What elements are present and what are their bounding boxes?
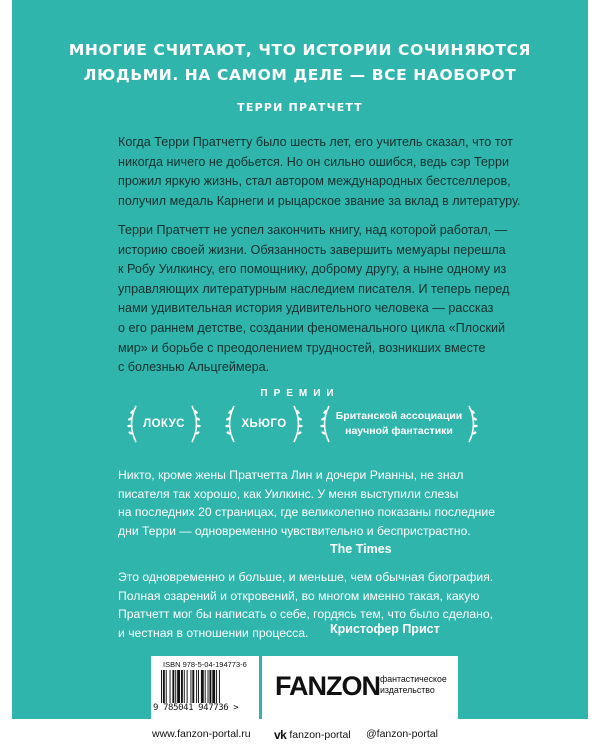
headline xyxy=(12,38,588,88)
paragraph-line: Терри Пратчетт не успел закончить книгу, над которой работал, — xyxy=(118,223,508,237)
barcode-bar xyxy=(163,670,165,703)
website-link[interactable]: www.fanzon-portal.ru xyxy=(152,728,251,740)
award-label xyxy=(139,417,189,432)
paragraph-line: никогда ничего не добьется. Но он сильно ошибся, ведь сэр Терри xyxy=(118,154,509,169)
barcode-bar xyxy=(177,670,180,703)
publisher-logo-box xyxy=(262,656,458,719)
quote-line: на последних 20 страницах, где великолепно показаны последние xyxy=(118,505,496,520)
awards-title: ПРЕМИИ xyxy=(260,388,340,399)
award-hugo xyxy=(216,404,312,444)
cover-panel xyxy=(12,0,588,750)
barcode-bar xyxy=(201,670,204,703)
award-name: ЛОКУС xyxy=(143,417,185,430)
quote-line: Это одновременно и больше, и меньше, чем обычная биография. xyxy=(118,570,494,584)
publisher-tagline xyxy=(380,674,447,696)
paragraph-line: Когда Терри Пратчетту было шесть лет, его учитель сказал, что тот xyxy=(118,135,513,149)
paragraph-line: управляющих литературным наследием писателя. И теперь перед xyxy=(118,281,510,296)
barcode-bar xyxy=(208,670,209,703)
award-name-line-1: Британской ассоциации xyxy=(335,410,463,422)
headline-line-2: ЛЮДЬМИ. НА САМОМ ДЕЛЕ — ВСЕ НАОБОРОТ xyxy=(83,66,517,84)
paragraph-line: мир» и борьбе с преодолением трудностей, возникших вместе xyxy=(118,340,486,355)
author-name: ТЕРРИ ПРАТЧЕТТ xyxy=(237,101,363,114)
barcode-bar xyxy=(187,670,188,703)
barcode-bar xyxy=(175,670,176,703)
publisher-tagline-line-2: издательство xyxy=(380,685,435,695)
laurel-left-icon xyxy=(125,404,139,444)
paragraph-line: получил медаль Карнеги и рыцарское звание за вклад в литературу. xyxy=(118,193,521,208)
footer-vk[interactable] xyxy=(274,728,351,742)
award-name-line-2: научной фантастики xyxy=(345,425,453,437)
barcode-bar xyxy=(209,670,211,703)
barcode-bar xyxy=(190,670,191,703)
quote-line: Пратчетт мог бы написать о себе, гордясь тем, что было сделано, xyxy=(118,607,493,622)
award-label xyxy=(332,409,467,439)
quote-line: Никто, кроме жены Пратчетта Лин и дочери Рианны, не знал xyxy=(118,468,464,482)
barcode-bar xyxy=(219,670,220,703)
fanzon-logo: FANZON xyxy=(275,671,380,701)
footer-website[interactable] xyxy=(152,728,251,740)
headline-line-1: МНОГИЕ СЧИТАЮТ, ЧТО ИСТОРИИ СОЧИНЯЮТСЯ xyxy=(68,41,532,59)
award-name: ХЬЮГО xyxy=(241,417,287,430)
barcode-bar xyxy=(192,670,194,703)
laurel-right-icon xyxy=(291,404,305,444)
paragraph-line: с болезнью Альцгеймера. xyxy=(118,360,270,375)
publisher-tagline-line-1: фантастическое xyxy=(380,674,447,684)
barcode-bar xyxy=(212,670,215,703)
description-paragraph-1 xyxy=(118,133,521,211)
description-paragraph-2 xyxy=(118,221,518,378)
paragraph-line: прожил яркую жизнь, стал автором международных бестселлеров, xyxy=(118,174,511,189)
laurel-right-icon xyxy=(466,404,480,444)
laurel-left-icon xyxy=(223,404,237,444)
barcode-bar xyxy=(170,670,171,703)
barcode-bar xyxy=(184,670,185,703)
quote-source: Кристофер Прист xyxy=(330,622,440,636)
quote-source: The Times xyxy=(330,542,392,556)
paragraph-line: историю своей жизни. Обязанность завершить мемуары перешла xyxy=(118,242,506,257)
handle-link[interactable]: @fanzon-portal xyxy=(366,728,438,740)
barcode-bars xyxy=(161,670,251,703)
barcode-bar xyxy=(205,670,206,703)
paragraph-line: к Робу Уилкинсу, его помощнику, доброму другу, а ныне одному из xyxy=(118,262,507,277)
award-locus xyxy=(116,404,212,444)
vk-icon: vk xyxy=(274,728,287,742)
barcode-bar xyxy=(161,670,162,703)
barcode-bar xyxy=(172,670,174,703)
footer-handle[interactable] xyxy=(366,728,438,740)
laurel-left-icon xyxy=(318,404,332,444)
quote-line: писателя так хорошо, как Уилкинс. У меня выступили слезы xyxy=(118,486,459,501)
award-bsfa xyxy=(314,404,484,444)
barcode-bar xyxy=(198,670,199,703)
barcode-bar xyxy=(181,670,183,703)
barcode-bar xyxy=(196,670,197,703)
award-label xyxy=(237,417,290,432)
paragraph-line: нами удивительная история удивительного человека — рассказ xyxy=(118,301,494,316)
paragraph-line: о его раннем детстве, создании феноменального цикла «Плоский xyxy=(118,320,506,335)
barcode-digits: 9 785041 947736 > xyxy=(153,703,239,713)
laurel-right-icon xyxy=(189,404,203,444)
quote-line: Полная озарений и откровений, во многом именно такая, какую xyxy=(118,588,480,603)
barcode-bar xyxy=(216,670,217,703)
quote-line: дни Терри — одновременно чувствительно и беспристрастно. xyxy=(118,523,471,538)
footer xyxy=(12,719,588,750)
quote-line: и честная в отношении процесса. xyxy=(118,625,309,640)
review-quote-priest xyxy=(118,568,518,642)
isbn-text: ISBN 978-5-04-194773-6 xyxy=(163,660,247,669)
barcode-bar xyxy=(166,670,167,703)
review-quote-times xyxy=(118,466,518,540)
barcode xyxy=(151,656,259,719)
vk-link[interactable]: fanzon-portal xyxy=(289,729,351,741)
